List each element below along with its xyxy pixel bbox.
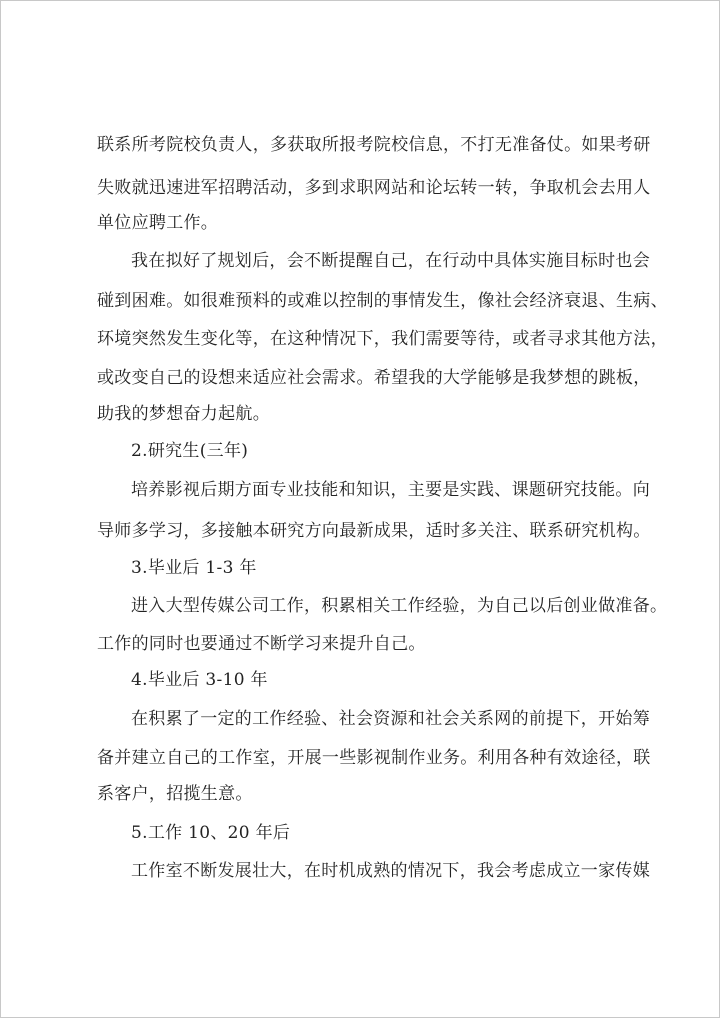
paragraph-line: 备并建立自己的工作室，开展一些影视制作业务。利用各种有效途径，联	[97, 748, 651, 768]
paragraph-line: 在积累了一定的工作经验、社会资源和社会关系网的前提下，开始筹	[131, 709, 650, 729]
section-heading: 3.毕业后 1-3 年	[131, 558, 257, 578]
paragraph-line: 或改变自己的设想来适应社会需求。希望我的大学能够是我梦想的跳板，	[97, 368, 651, 388]
paragraph-line: 进入大型传媒公司工作，积累相关工作经验，为自己以后创业做准备。	[131, 596, 668, 616]
paragraph-line: 碰到困难。如很难预料的或难以控制的事情发生，像社会经济衰退、生病、	[97, 291, 668, 311]
section-heading: 2.研究生(三年)	[131, 441, 249, 461]
section-heading: 4.毕业后 3-10 年	[131, 670, 268, 690]
paragraph-line: 环境突然发生变化等，在这种情况下，我们需要等待，或者寻求其他方法，	[97, 329, 668, 349]
paragraph-line: 培养影视后期方面专业技能和知识，主要是实践、课题研究技能。向	[131, 480, 650, 500]
paragraph-line: 工作的同时也要通过不断学习来提升自己。	[97, 634, 426, 654]
paragraph-line: 失败就迅速进军招聘活动，多到求职网站和论坛转一转，争取机会去用人	[97, 178, 651, 198]
paragraph-line: 工作室不断发展壮大，在时机成熟的情况下，我会考虑成立一家传媒	[131, 861, 650, 881]
paragraph-line: 我在拟好了规划后，会不断提醒自己，在行动中具体实施目标时也会	[131, 251, 650, 271]
paragraph-line: 联系所考院校负责人，多获取所报考院校信息，不打无准备仗。如果考研	[97, 135, 651, 155]
section-heading: 5.工作 10、20 年后	[131, 823, 291, 843]
paragraph-line: 助我的梦想奋力起航。	[97, 404, 270, 424]
paragraph-line: 单位应聘工作。	[97, 213, 219, 233]
paragraph-line: 系客户，招揽生意。	[97, 784, 253, 804]
paragraph-line: 导师多学习，多接触本研究方向最新成果，适时多关注、联系研究机构。	[97, 521, 651, 541]
